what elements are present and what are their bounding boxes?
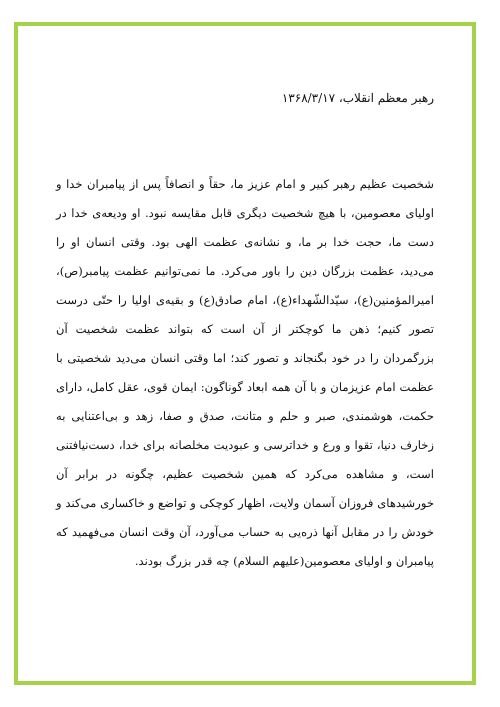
document-header: رهبر معظم انقلاب، ۱۳۶۸/۳/۱۷: [281, 91, 434, 105]
document-content: [56, 90, 434, 576]
page-frame: [14, 22, 476, 685]
document-body: شخصیت عظیم رهبر کبیر و امام عزیز ما، حقاً و انصافاً پس از پیامبران خدا و اولیای معصومین، با هیچ شخصیت دیگری قابل مقایسه نبود. او ودیعه‌ی خدا در دست ما، حجت خدا بر ما، و نشانه‌ی عظمت الهی بود. وقتی انسان او را می‌دید، عظمت بزرگان دین را باور می‌کرد. ما نمی‌توانیم عظمت پیامبر(ص)، امیرالمؤمنین(ع)، سیّدالشّهداء(ع)، امام صادق(ع) و بقیه‌ی اولیا را حتّی درست تصور کنیم؛ ذهن ما کوچکتر از آن است که بتواند عظمت شخصیت آن بزرگمردان را در خود بگنجاند و تصور کند؛ اما وقتی انسان می‌دید شخصیتی با عظمت امام عزیزمان و با آن همه ابعاد گوناگون: ایمان قوی، عقل کامل، دارای حکمت، هوشمندی، صبر و حلم و متانت، صدق و صفا، زهد و بی‌اعتنایی به زخارف دنیا، تقوا و ورع و خداترسی و عبودیت مخلصانه برای خدا، دست‌نیافتنی است، و مشاهده می‌کرد که همین شخصیت عظیم، چگونه در برابر آن خورشیدهای فروزان آسمان ولایت، اظهار کوچکی و تواضع و خاکساری می‌کند و خودش را در مقابل آنها ذره‌یی به حساب می‌آورد، آن وقت انسان می‌فهمید که پیامبران و اولیای معصومین(علیهم السلام) چه قدر بزرگ بودند.: [56, 177, 434, 568]
